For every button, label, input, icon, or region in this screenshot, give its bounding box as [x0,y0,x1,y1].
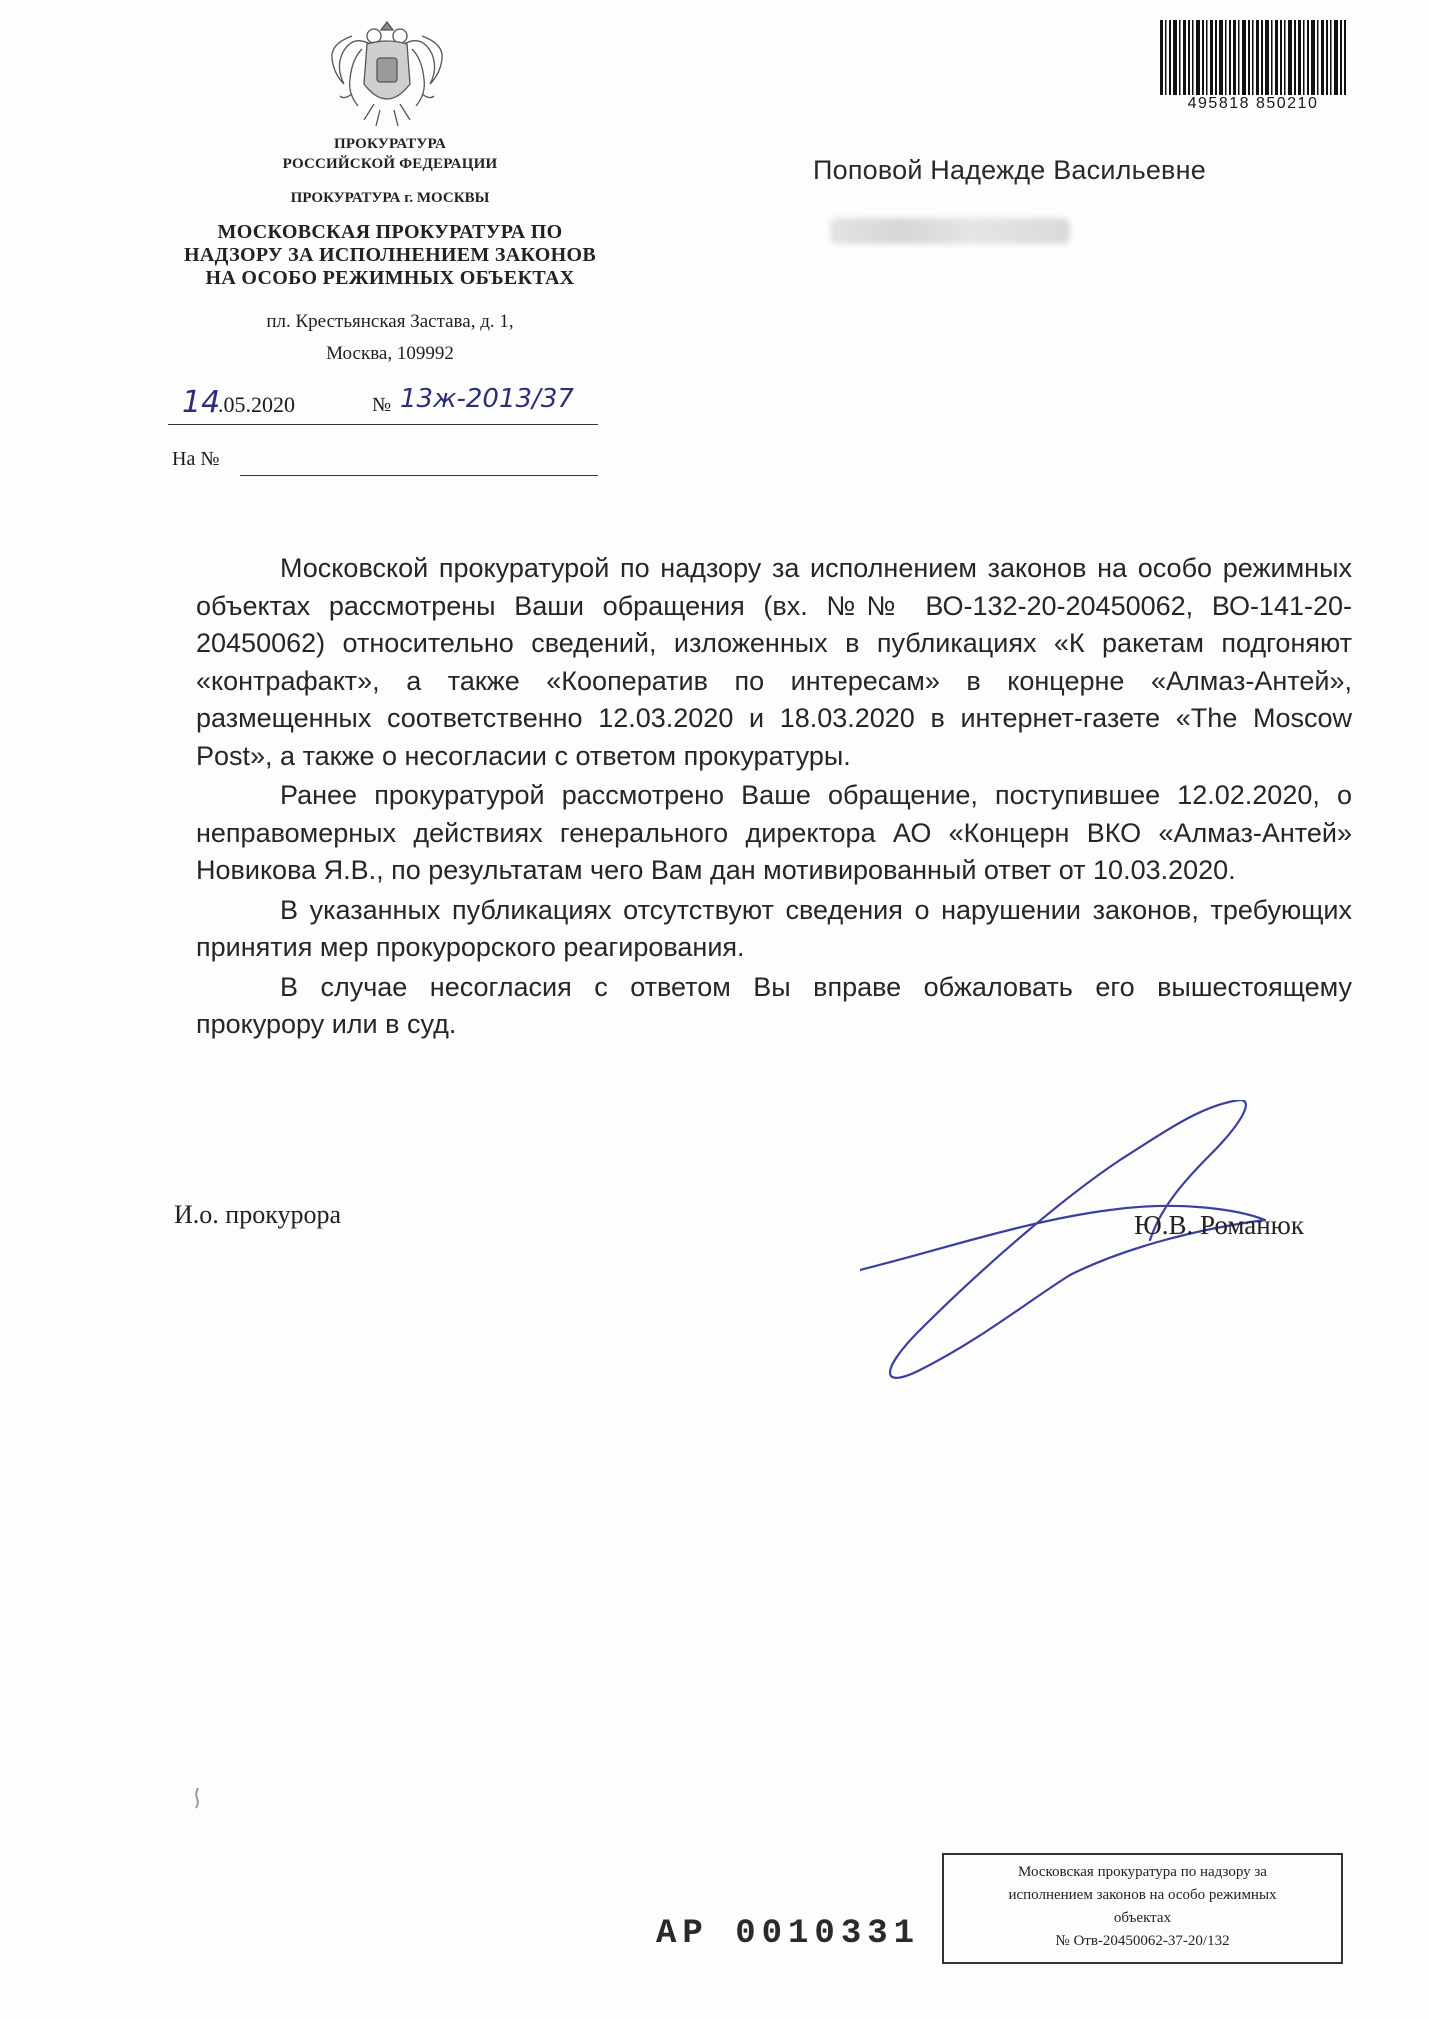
stamp-line-1: Московская прокуратура по надзору за [1018,1864,1267,1880]
org-name-line-3: НА ОСОБО РЕЖИМНЫХ ОБЪЕКТАХ [205,267,575,289]
on-number-underline [240,475,598,476]
date-number-underline [168,424,598,425]
outgoing-number-handwritten: 13ж-2013/37 [400,384,574,414]
on-number-label: На № [172,448,220,470]
org-name [140,221,640,290]
body-paragraph-1: Московской прокуратурой по надзору за исполнением законов на особо режимных объектах рассмотрены Ваши обращения (вх. №№ ВО-132-20-20450062, ВО-141-20-20450062) относительно сведений, изложенных в публикациях «К ракетам подгоняют «контрафакт», а также «Кооператив по интересам» в концерне «Алмаз-Антей», размещенных соответственно 12.03.2020 и 18.03.2020 в интернет-газете «The Moscow Post», а также о несогласии с ответом прокуратуры. [196,553,1352,771]
body-paragraph-2: Ранее прокуратурой рассмотрено Ваше обращение, поступившее 12.02.2020, о неправомерных действиях генерального директора АО «Концерн ВКО «Алмаз-Антей» Новикова Я.В., по результатам чего Вам дан мотивированный ответ от 10.03.2020. [196,780,1352,885]
org-line-2: РОССИЙСКОЙ ФЕДЕРАЦИИ [282,156,498,172]
redacted-recipient-address [830,218,1070,244]
org-name-line-1: МОСКОВСКАЯ ПРОКУРАТУРА ПО [217,221,563,243]
date-day-handwritten: 14 [182,385,221,420]
body-paragraph-4: В случае несогласия с ответом Вы вправе обжаловать его вышестоящему прокурору или в суд. [196,971,1352,1039]
number-sign: № [372,394,392,416]
org-header-federal [250,134,530,174]
form-serial-number: АР 0010331 [656,1915,921,1953]
signatory-role: И.о. прокурора [174,1200,341,1229]
signatory-name: Ю.В. Романюк [1134,1210,1304,1240]
registration-stamp [942,1853,1343,1964]
stamp-line-4: № Отв-20450062-37-20/132 [1055,1933,1230,1949]
ink-smudge [192,1786,204,1810]
stamp-line-3: объектах [1113,1910,1172,1926]
letter-body [196,550,1352,1046]
body-paragraph-3: В указанных публикациях отсутствуют сведения о нарушении законов, требующих принятия мер прокурорского реагирования. [196,894,1352,962]
stamp-line-2: исполнением законов на особо режимных [1008,1887,1277,1903]
address-line-2: Москва, 109992 [326,343,454,364]
date-rest: .05.2020 [218,392,295,417]
org-line-1: ПРОКУРАТУРА [333,136,447,152]
org-name-line-2: НАДЗОРУ ЗА ИСПОЛНЕНИЕМ ЗАКОНОВ [183,244,597,266]
coat-of-arms-emblem [322,14,452,134]
recipient-name: Поповой Надежде Васильевне [813,155,1206,185]
handwritten-signature [860,1100,1280,1400]
org-city: ПРОКУРАТУРА г. МОСКВЫ [290,190,490,206]
address-line-1: пл. Крестьянская Застава, д. 1, [266,311,514,332]
barcode-number: 495818 850210 [1158,95,1348,113]
org-address [180,306,600,370]
